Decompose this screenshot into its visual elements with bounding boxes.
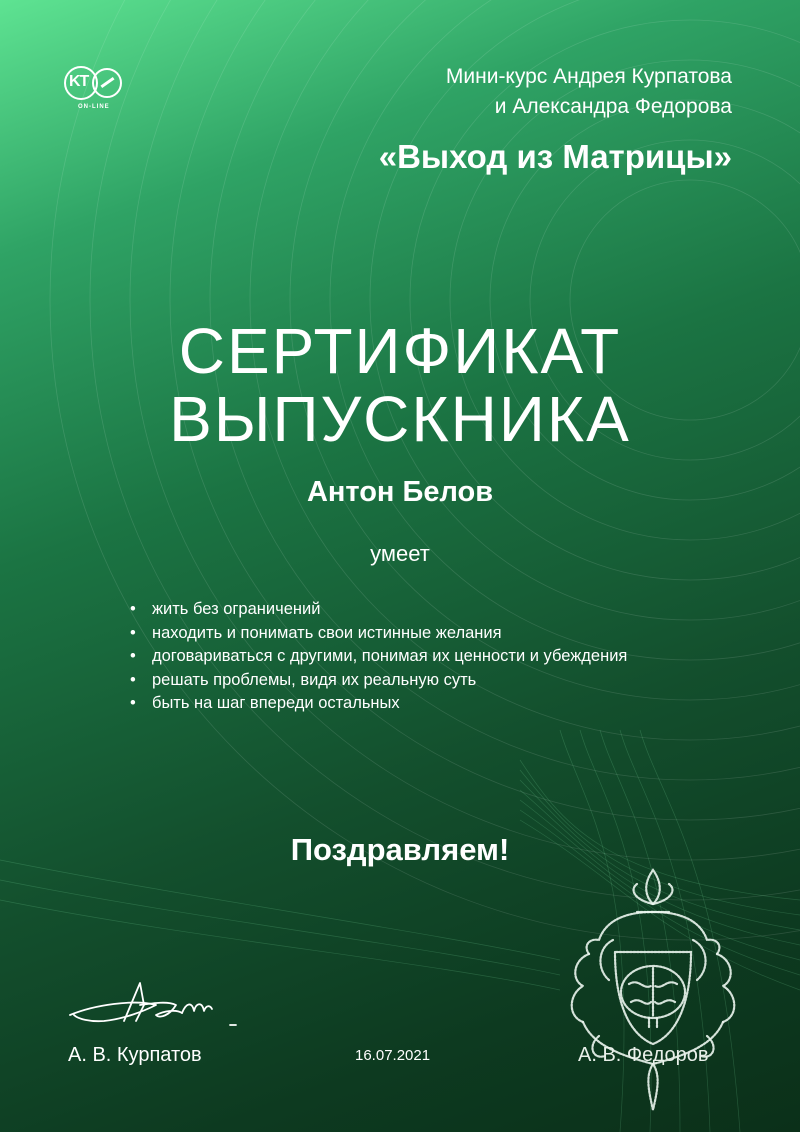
skill-text: договариваться с другими, понимая их ценности и убеждения	[152, 647, 628, 665]
logo-subtitle: ON-LINE	[78, 104, 110, 110]
skill-text: решать проблемы, видя их реальную суть	[152, 670, 477, 689]
issue-date: 16.07.2021	[355, 1047, 431, 1064]
skill-text: быть на шаг впереди остальных	[152, 694, 400, 712]
bullet-icon: •	[130, 670, 136, 689]
skill-item	[130, 692, 670, 716]
logo-no-sign-icon	[92, 68, 122, 98]
course-authors-line1: Мини-курс Андрея Курпатова	[445, 65, 732, 88]
skill-item	[130, 645, 670, 669]
congratulations-text: Поздравляем!	[290, 832, 510, 867]
skill-item	[130, 598, 670, 622]
course-title: «Выход из Матрицы»	[378, 138, 732, 175]
logo-letters: KT	[69, 73, 89, 90]
kt-online-logo	[64, 66, 126, 112]
can-label: умеет	[370, 541, 430, 566]
skill-item	[130, 669, 670, 693]
certificate-heading-line1: СЕРТИФИКАТ	[178, 315, 622, 387]
bullet-icon: •	[130, 623, 136, 642]
signatory-left-name: А. В. Курпатов	[68, 1044, 202, 1066]
course-authors	[446, 62, 732, 122]
kurpatov-signature	[64, 975, 254, 1035]
signatory-right-name: А. В. Федоров	[578, 1044, 709, 1066]
fedorov-seal-emblem-icon	[553, 860, 753, 1120]
bullet-icon: •	[130, 647, 136, 665]
certificate-heading-line2: ВЫПУСКНИКА	[169, 383, 631, 455]
bullet-icon: •	[130, 600, 136, 618]
skill-text: жить без ограничений	[152, 600, 321, 618]
bullet-icon: •	[130, 694, 136, 712]
skill-text: находить и понимать свои истинные желания	[152, 623, 502, 642]
recipient-name: Антон Белов	[306, 476, 494, 508]
skills-list	[130, 598, 670, 716]
skill-item	[130, 622, 670, 646]
course-authors-line2: и Александра Федорова	[494, 95, 732, 118]
